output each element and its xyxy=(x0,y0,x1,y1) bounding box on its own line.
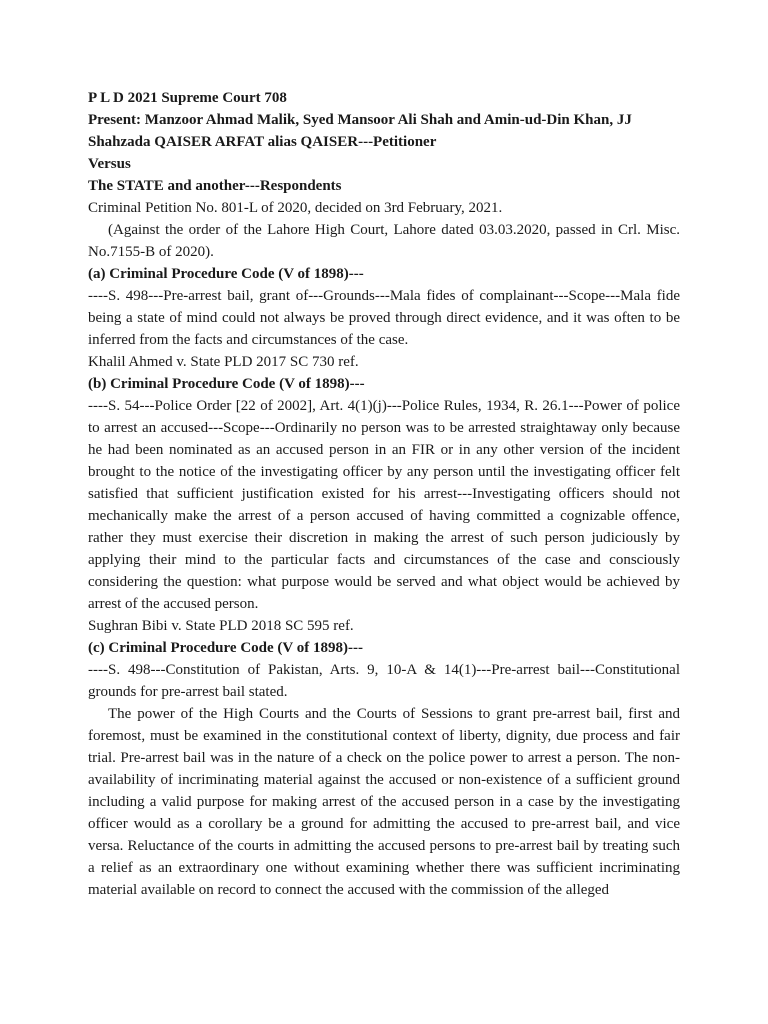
against-order: (Against the order of the Lahore High Court, Lahore dated 03.03.2020, passed in Crl. Misc. No.7155-B of 2020). xyxy=(88,222,680,260)
section-c-paragraph: The power of the High Courts and the Courts of Sessions to grant pre-arrest bail, first and foremost, must be examined in the constitutional context of liberty, dignity, due process and fair trial. Pre-arrest bail was in the nature of a check on the police power to arrest a person. The non-availability of incriminating material against the accused or non-existence of a sufficient ground including a valid purpose for making arrest of the accused person in a case by the investigating officer would as a corollary be a ground for admitting the accused to pre-arrest bail, and vice versa. Reluctance of the courts in admitting the accused persons to pre-arrest bail by treating such a relief as an extraordinary one without examining whether there was sufficient incriminating material available on record to connect the accused with the commission of the alleged xyxy=(88,706,680,898)
citation: P L D 2021 Supreme Court 708 xyxy=(88,90,287,106)
section-b-ref: Sughran Bibi v. State PLD 2018 SC 595 ref. xyxy=(88,618,354,634)
section-c-heading: (c) Criminal Procedure Code (V of 1898)--- xyxy=(88,640,363,656)
section-b-heading: (b) Criminal Procedure Code (V of 1898)--- xyxy=(88,376,365,392)
petitioner: Shahzada QAISER ARFAT alias QAISER---Petitioner xyxy=(88,134,437,150)
versus: Versus xyxy=(88,156,131,172)
section-a-body: ----S. 498---Pre-arrest bail, grant of---Grounds---Mala fides of complainant---Scope---Mala fide being a state of mind could not always be proved through direct evidence, and it was often to be inferred from the facts and circumstances of the case. xyxy=(88,288,680,348)
section-a-heading: (a) Criminal Procedure Code (V of 1898)--- xyxy=(88,266,364,282)
bench: Present: Manzoor Ahmad Malik, Syed Mansoor Ali Shah and Amin-ud-Din Khan, JJ xyxy=(88,112,632,128)
respondents: The STATE and another---Respondents xyxy=(88,178,342,194)
section-b-body: ----S. 54---Police Order [22 of 2002], Art. 4(1)(j)---Police Rules, 1934, R. 26.1---Power of police to arrest an accused---Scope---Ordinarily no person was to be arrested straightaway only because he had been nominated as an accused person in an FIR or in any other version of the incident brought to the notice of the investigating officer by any person until the investigating officer felt satisfied that sufficient justification existed for his arrest---Investigating officers should not mechanically make the arrest of a person accused of having committed a cognizable offence, rather they must exercise their discretion in making the arrest of such person judiciously by applying their mind to the particular facts and circumstances of the case and consciously considering the question: what purpose would be served and what object would be achieved by arrest of the accused person. xyxy=(88,398,680,612)
judgment-document xyxy=(88,87,680,901)
section-c-body: ----S. 498---Constitution of Pakistan, Arts. 9, 10-A & 14(1)---Pre-arrest bail---Constitutional grounds for pre-arrest bail stated. xyxy=(88,662,680,700)
petition-number: Criminal Petition No. 801-L of 2020, decided on 3rd February, 2021. xyxy=(88,200,503,216)
section-a-ref: Khalil Ahmed v. State PLD 2017 SC 730 ref. xyxy=(88,354,359,370)
